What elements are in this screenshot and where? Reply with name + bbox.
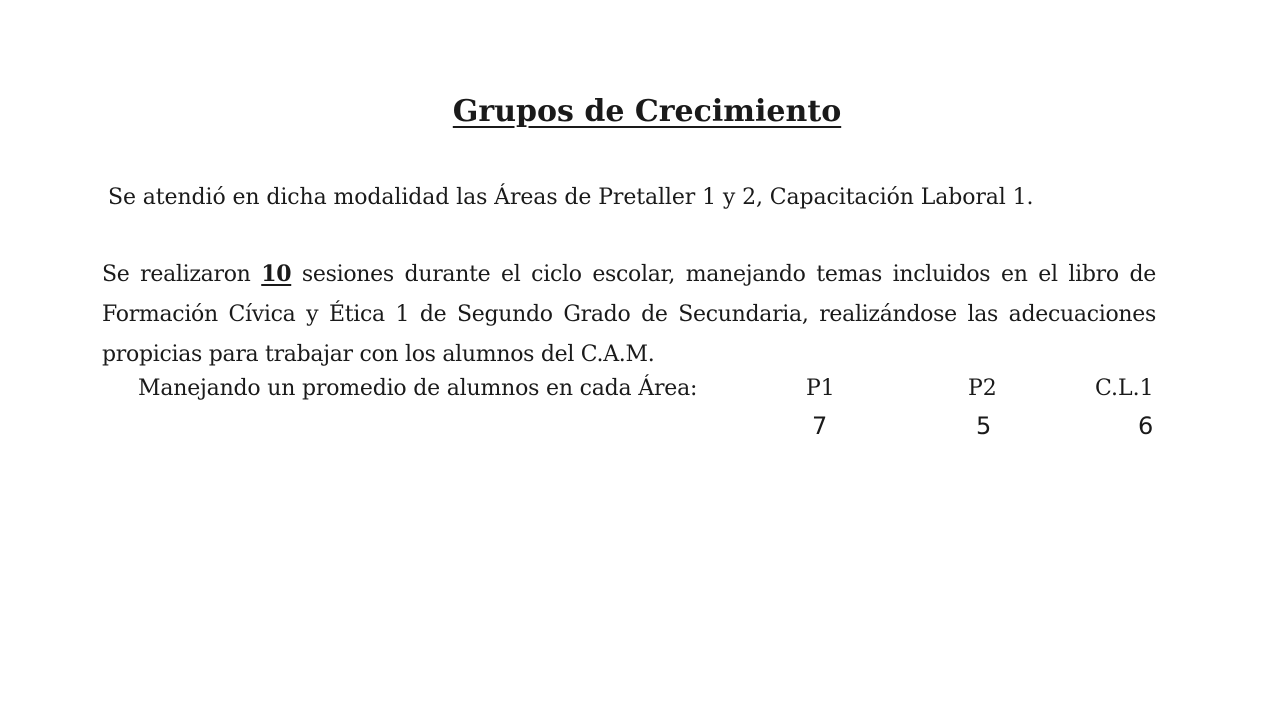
area-value-p1: 7 [812, 412, 828, 440]
sessions-paragraph [102, 254, 1156, 375]
sessions-text-before: Se realizaron [102, 262, 262, 287]
area-header-p1: P1 [806, 376, 835, 401]
sessions-text-after: sesiones durante el ciclo escolar, manejando temas incluidos en el libro de Formación Cívica y Ética 1 de Segundo Grado de Secundaria, realizándose las adecuaciones propicias para trabajar con los alumnos del C.A.M. [102, 262, 1156, 367]
sessions-count: 10 [261, 261, 292, 287]
page-title: Grupos de Crecimiento [452, 94, 842, 129]
area-header-cl1: C.L.1 [1095, 376, 1154, 401]
area-value-p2: 5 [976, 412, 992, 440]
averages-label: Manejando un promedio de alumnos en cada Área: [138, 376, 698, 401]
area-header-p2: P2 [968, 376, 997, 401]
area-value-cl1: 6 [1138, 412, 1154, 440]
intro-paragraph: Se atendió en dicha modalidad las Áreas de Pretaller 1 y 2, Capacitación Laboral 1. [108, 185, 1034, 210]
